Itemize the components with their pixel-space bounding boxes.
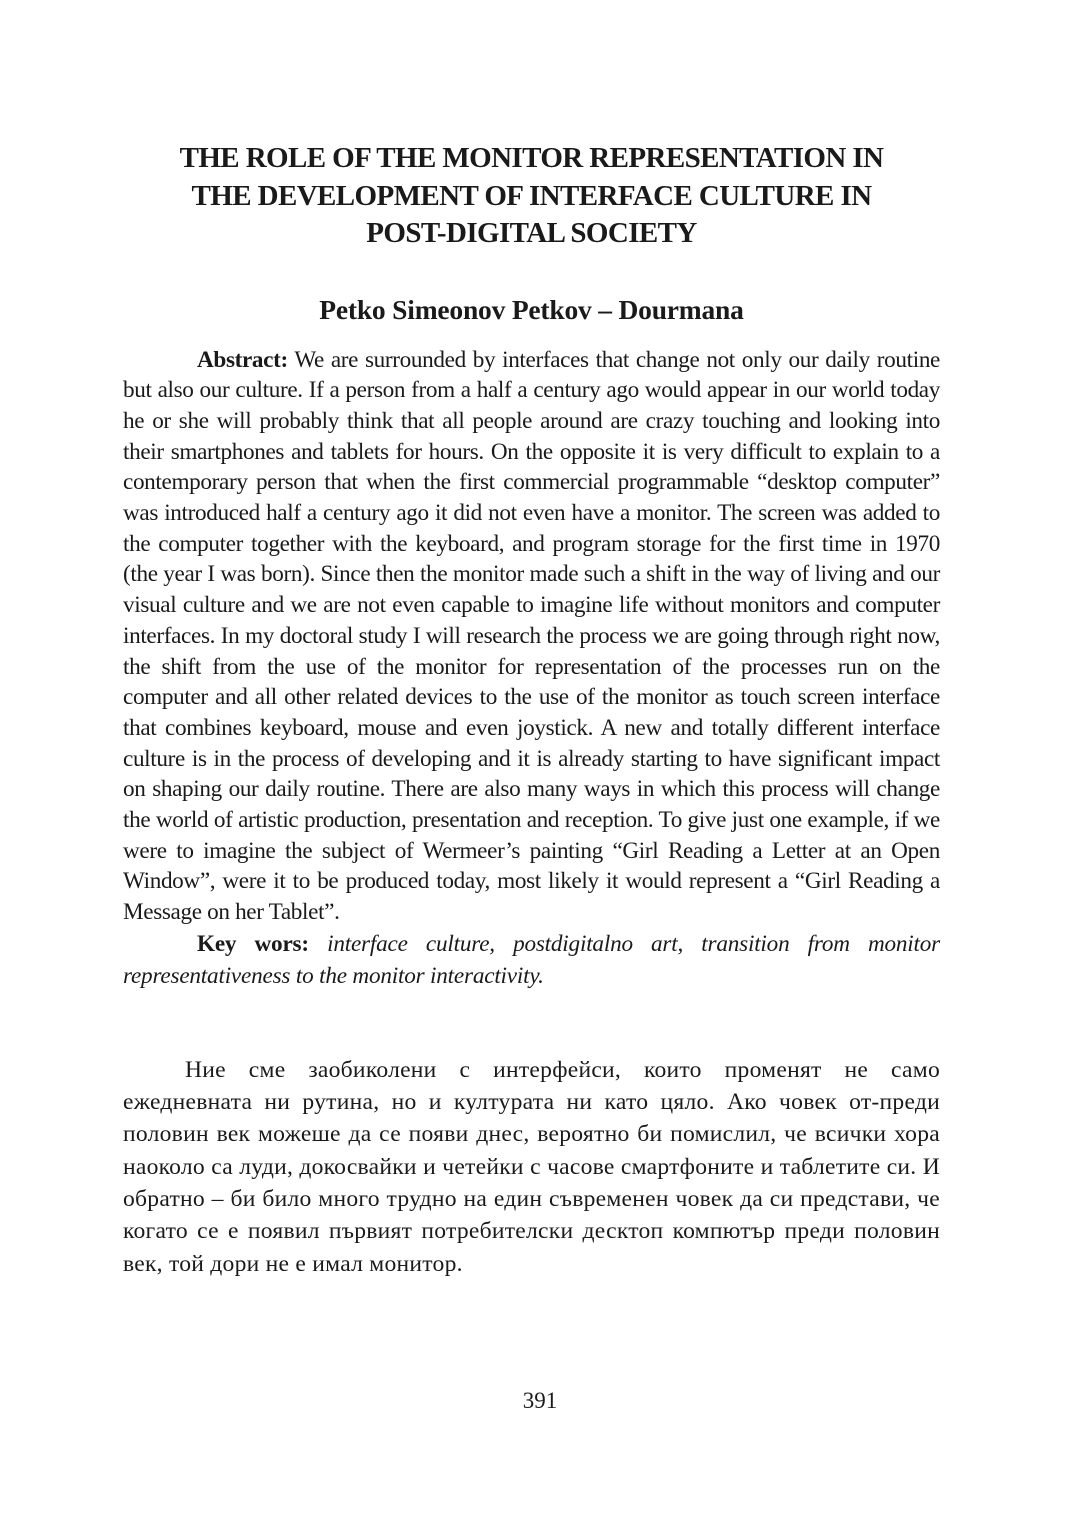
paper-page [123, 140, 940, 1280]
title-line-1: THE ROLE OF THE MONITOR REPRESENTATION IN [179, 142, 884, 174]
abstract-text: We are surrounded by interfaces that change not only our daily routine but also our culture. If a person from a half a century ago would appear in our world today he or she will probably think that all people around are crazy touching and looking into their smartphones and tablets for hours. On the opposite it is very difficult to explain to a contemporary person that when the first commercial programmable “desktop computer” was introduced half a century ago it did not even have a monitor. The screen was added to the computer together with the keyboard, and program storage for the first time in 1970 (the year I was born). Since then the monitor made such a shift in the way of living and our visual culture and we are not even capable to imagine life without monitors and computer interfaces. In my doctoral study I will research the process we are going through right now, the shift from the use of the monitor for representation of the processes run on the computer and all other related devices to the use of the monitor as touch screen interface that combines keyboard, mouse and even joystick. A new and totally different interface culture is in the process of developing and it is already starting to have significant impact on shaping our daily routine. There are also many ways in which this process will change the world of artistic production, presentation and reception. To give just one example, if we were to imagine the subject of Wermeer’s painting “Girl Reading a Letter at an Open Window”, were it to be produced today, most likely it would represent a “Girl Reading a Message on her Tablet”. [123, 346, 940, 926]
keywords-paragraph [123, 928, 940, 992]
keywords-text: interface culture, postdigitalno art, transition from monitor representativeness to the monitor interactivity. [123, 930, 940, 989]
title-line-2: THE DEVELOPMENT OF INTERFACE CULTURE IN [191, 179, 872, 212]
abstract-paragraph [123, 345, 940, 928]
page-number: 391 [522, 1388, 558, 1413]
abstract-label: Abstract: [197, 346, 288, 373]
title-line-3: POST-DIGITAL SOCIETY [366, 217, 697, 249]
paper-title [123, 140, 940, 253]
keywords-label: Key wors: [197, 930, 309, 957]
body-paragraph: Ние сме заобиколени с интерфейси, които променят не само ежедневната ни рутина, но и културата ни като цяло. Ако човек от-преди половин век можеше да се появи днес, вероятно би помислил, че всички хора наоколо са луди, докосвайки и четейки с часове смартфоните и таблетите си. И обратно – би било много трудно на един съвременен човек да си представи, че когато се е появил първият потребителски десктоп компютър преди половин век, той дори не е имал монитор. [123, 1056, 940, 1277]
author-name: Petko Simeonov Petkov – Dourmana [319, 293, 744, 325]
